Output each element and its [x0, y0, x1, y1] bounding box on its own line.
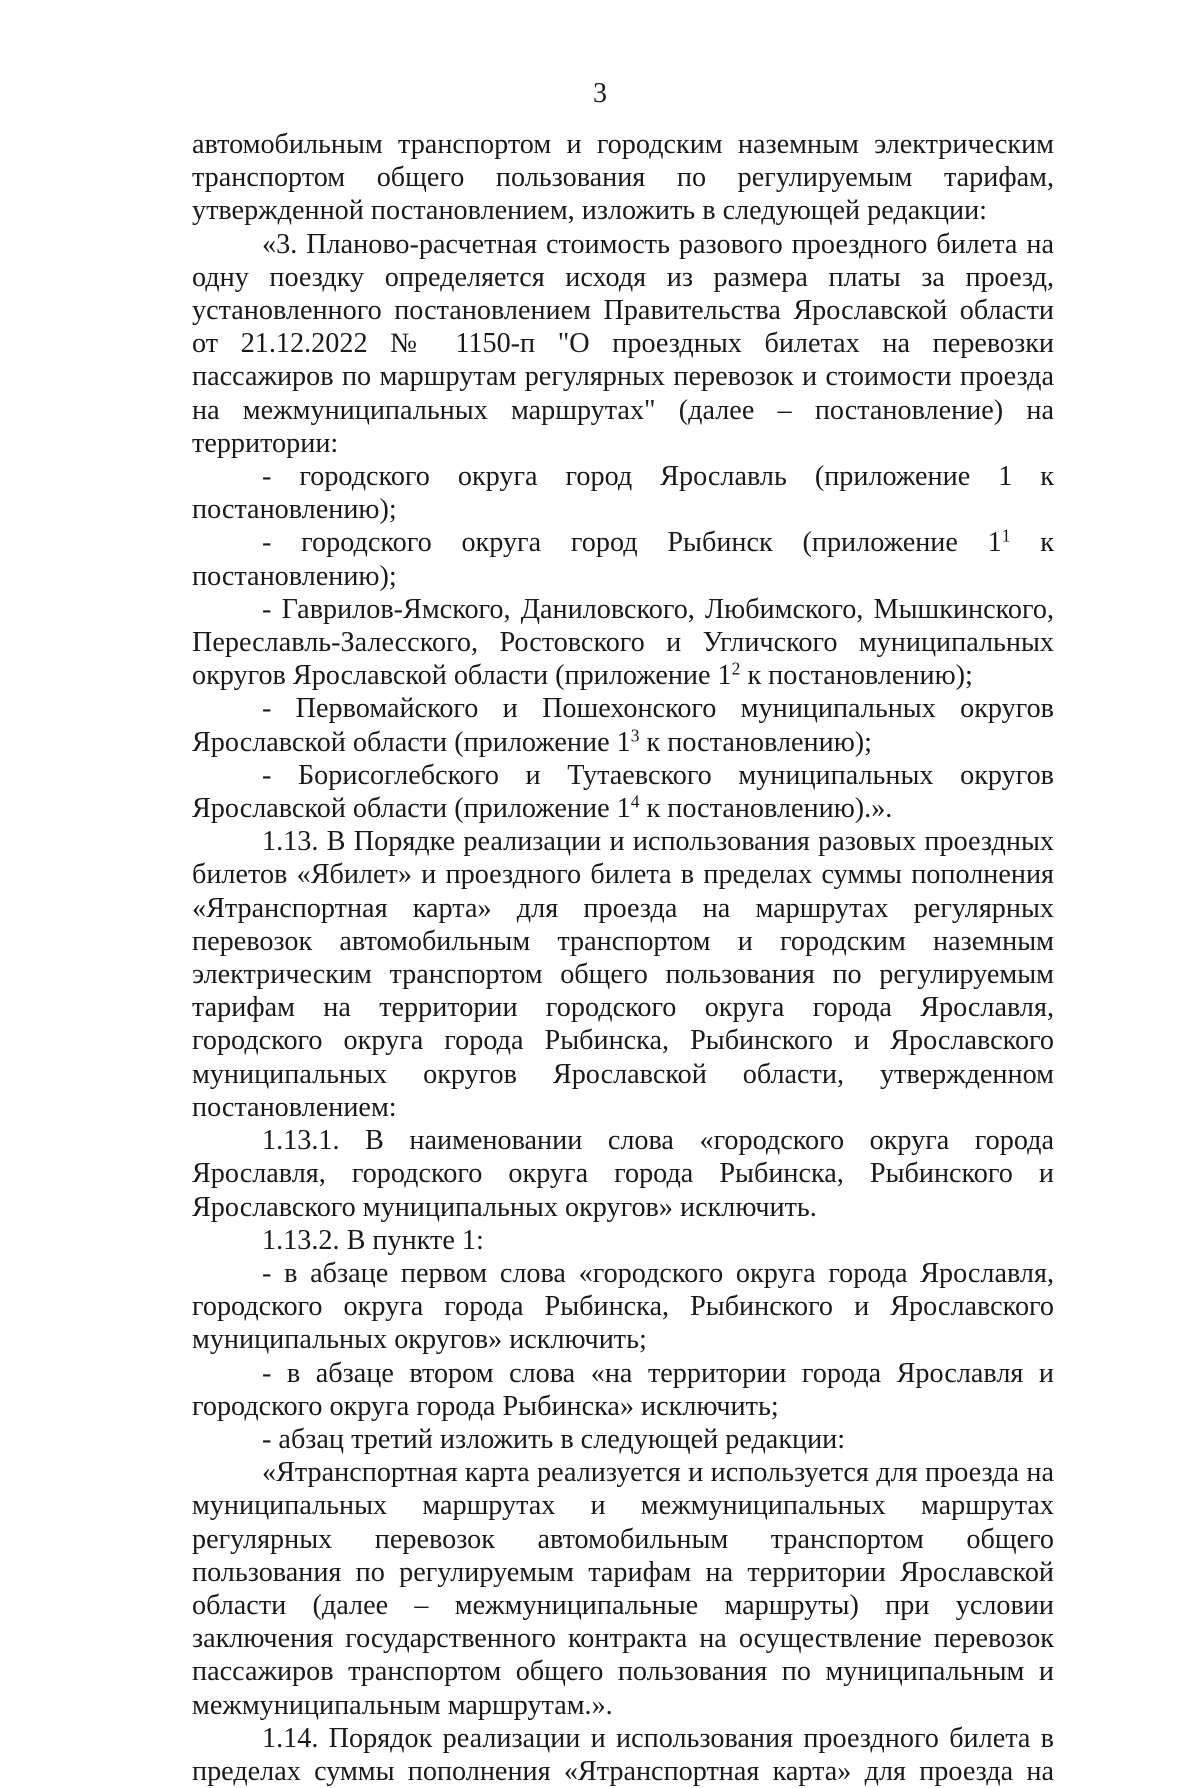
paragraph	[192, 1257, 1054, 1357]
paragraph-text: 1.13. В Порядке реализации и использования разовых проездных билетов «Ябилет» и проездного билета в пределах суммы пополнения «Ятранспортная карта» для проезда на маршрутах регулярных перевозок автомобильным транспортом и городским наземным электрическим транспортом общего пользования по регулируемым тарифам на территории городского округа города Ярославля, городского округа города Рыбинска, Рыбинского и Ярославского муниципальных округов Ярославской области, утвержденном постановлением:	[192, 826, 1054, 1123]
paragraph	[192, 1423, 1054, 1456]
paragraph-text: - городского округа город Ярославль (приложение 1 к постановлению);	[192, 461, 1054, 526]
paragraph-text: «Ятранспортная карта реализуется и используется для проезда на муниципальных маршрутах и межмуниципальных маршрутах регулярных перевозок автомобильным транспортом общего пользования по регулируемым тарифам на территории Ярославской области (далее – межмуниципальные маршруты) при условии заключения государственного контракта на осуществление перевозок пассажиров транспортом общего пользования по муниципальным и межмуниципальным маршрутам.».	[192, 1457, 1054, 1721]
paragraph	[192, 128, 1054, 228]
paragraph-text: 1.14. Порядок реализации и использования проездного билета в пределах суммы пополнения «Ятранспортная карта» для проезда на	[192, 1722, 1054, 1787]
appendix-superscript: 4	[630, 791, 640, 812]
paragraph	[192, 692, 1054, 758]
paragraph-text: 1.13.2. В пункте 1:	[262, 1224, 484, 1256]
paragraph-text: «3. Планово-расчетная стоимость разового проездного билета на одну поездку определяется исходя из размера платы за проезд, установленного постановлением Правительства Ярославской области от 21.12.2022 № 1150-п "О проездных билетах на перевозки пассажиров по маршрутам регулярных перевозок и стоимости проезда на межмуниципальных маршрутах" (далее – постановление) на территории:	[192, 228, 1054, 459]
paragraph	[192, 1456, 1054, 1722]
paragraph	[192, 1224, 1054, 1257]
paragraph-text: - городского округа город Рыбинск (приложение 1	[262, 527, 1002, 559]
paragraph	[192, 460, 1054, 526]
document-body	[192, 128, 1054, 1788]
paragraph	[192, 1357, 1054, 1423]
paragraph-text: - Борисоглебского и Тутаевского муниципальных округов Ярославской области (приложение 1	[192, 759, 1054, 825]
appendix-superscript: 3	[630, 725, 640, 746]
paragraph-text: - в абзаце втором слова «на территории города Ярославля и городского округа города Рыбинска» исключить;	[192, 1357, 1054, 1422]
paragraph-text-continued: к постановлению);	[192, 527, 1054, 592]
page-number: 3	[593, 78, 607, 109]
paragraph	[192, 825, 1054, 1124]
paragraph-text-continued: к постановлению).».	[639, 793, 893, 825]
paragraph	[192, 228, 1054, 460]
paragraph-text-continued: к постановлению);	[740, 660, 973, 692]
paragraph-text: - Гаврилов-Ямского, Даниловского, Любимского, Мышкинского, Переславль-Залесского, Ростовского и Угличского муниципальных округов Ярославской области (приложение 1	[192, 593, 1054, 692]
paragraph	[192, 593, 1054, 693]
paragraph-text: - в абзаце первом слова «городского округа города Ярославля, городского округа города Рыбинска, Рыбинского и Ярославского муниципальных округов» исключить;	[192, 1257, 1054, 1356]
appendix-superscript: 2	[731, 658, 741, 679]
paragraph-text: автомобильным транспортом и городским наземным электрическим транспортом общего пользования по регулируемым тарифам, утвержденной постановлением, изложить в следующей редакции:	[192, 129, 1054, 227]
paragraph-text-continued: к постановлению);	[639, 726, 872, 758]
paragraph	[192, 1722, 1054, 1788]
paragraph	[192, 1124, 1054, 1224]
paragraph	[192, 759, 1054, 825]
paragraph-text: - абзац третий изложить в следующей редакции:	[262, 1423, 846, 1455]
paragraph-text: - Первомайского и Пошехонского муниципальных округов Ярославской области (приложение 1	[192, 693, 1054, 758]
appendix-superscript: 1	[1001, 525, 1011, 546]
paragraph-text: 1.13.1. В наименовании слова «городского округа города Ярославля, городского округа города Рыбинска, Рыбинского и Ярославского муниципальных округов» исключить.	[192, 1125, 1054, 1223]
paragraph	[192, 526, 1054, 592]
